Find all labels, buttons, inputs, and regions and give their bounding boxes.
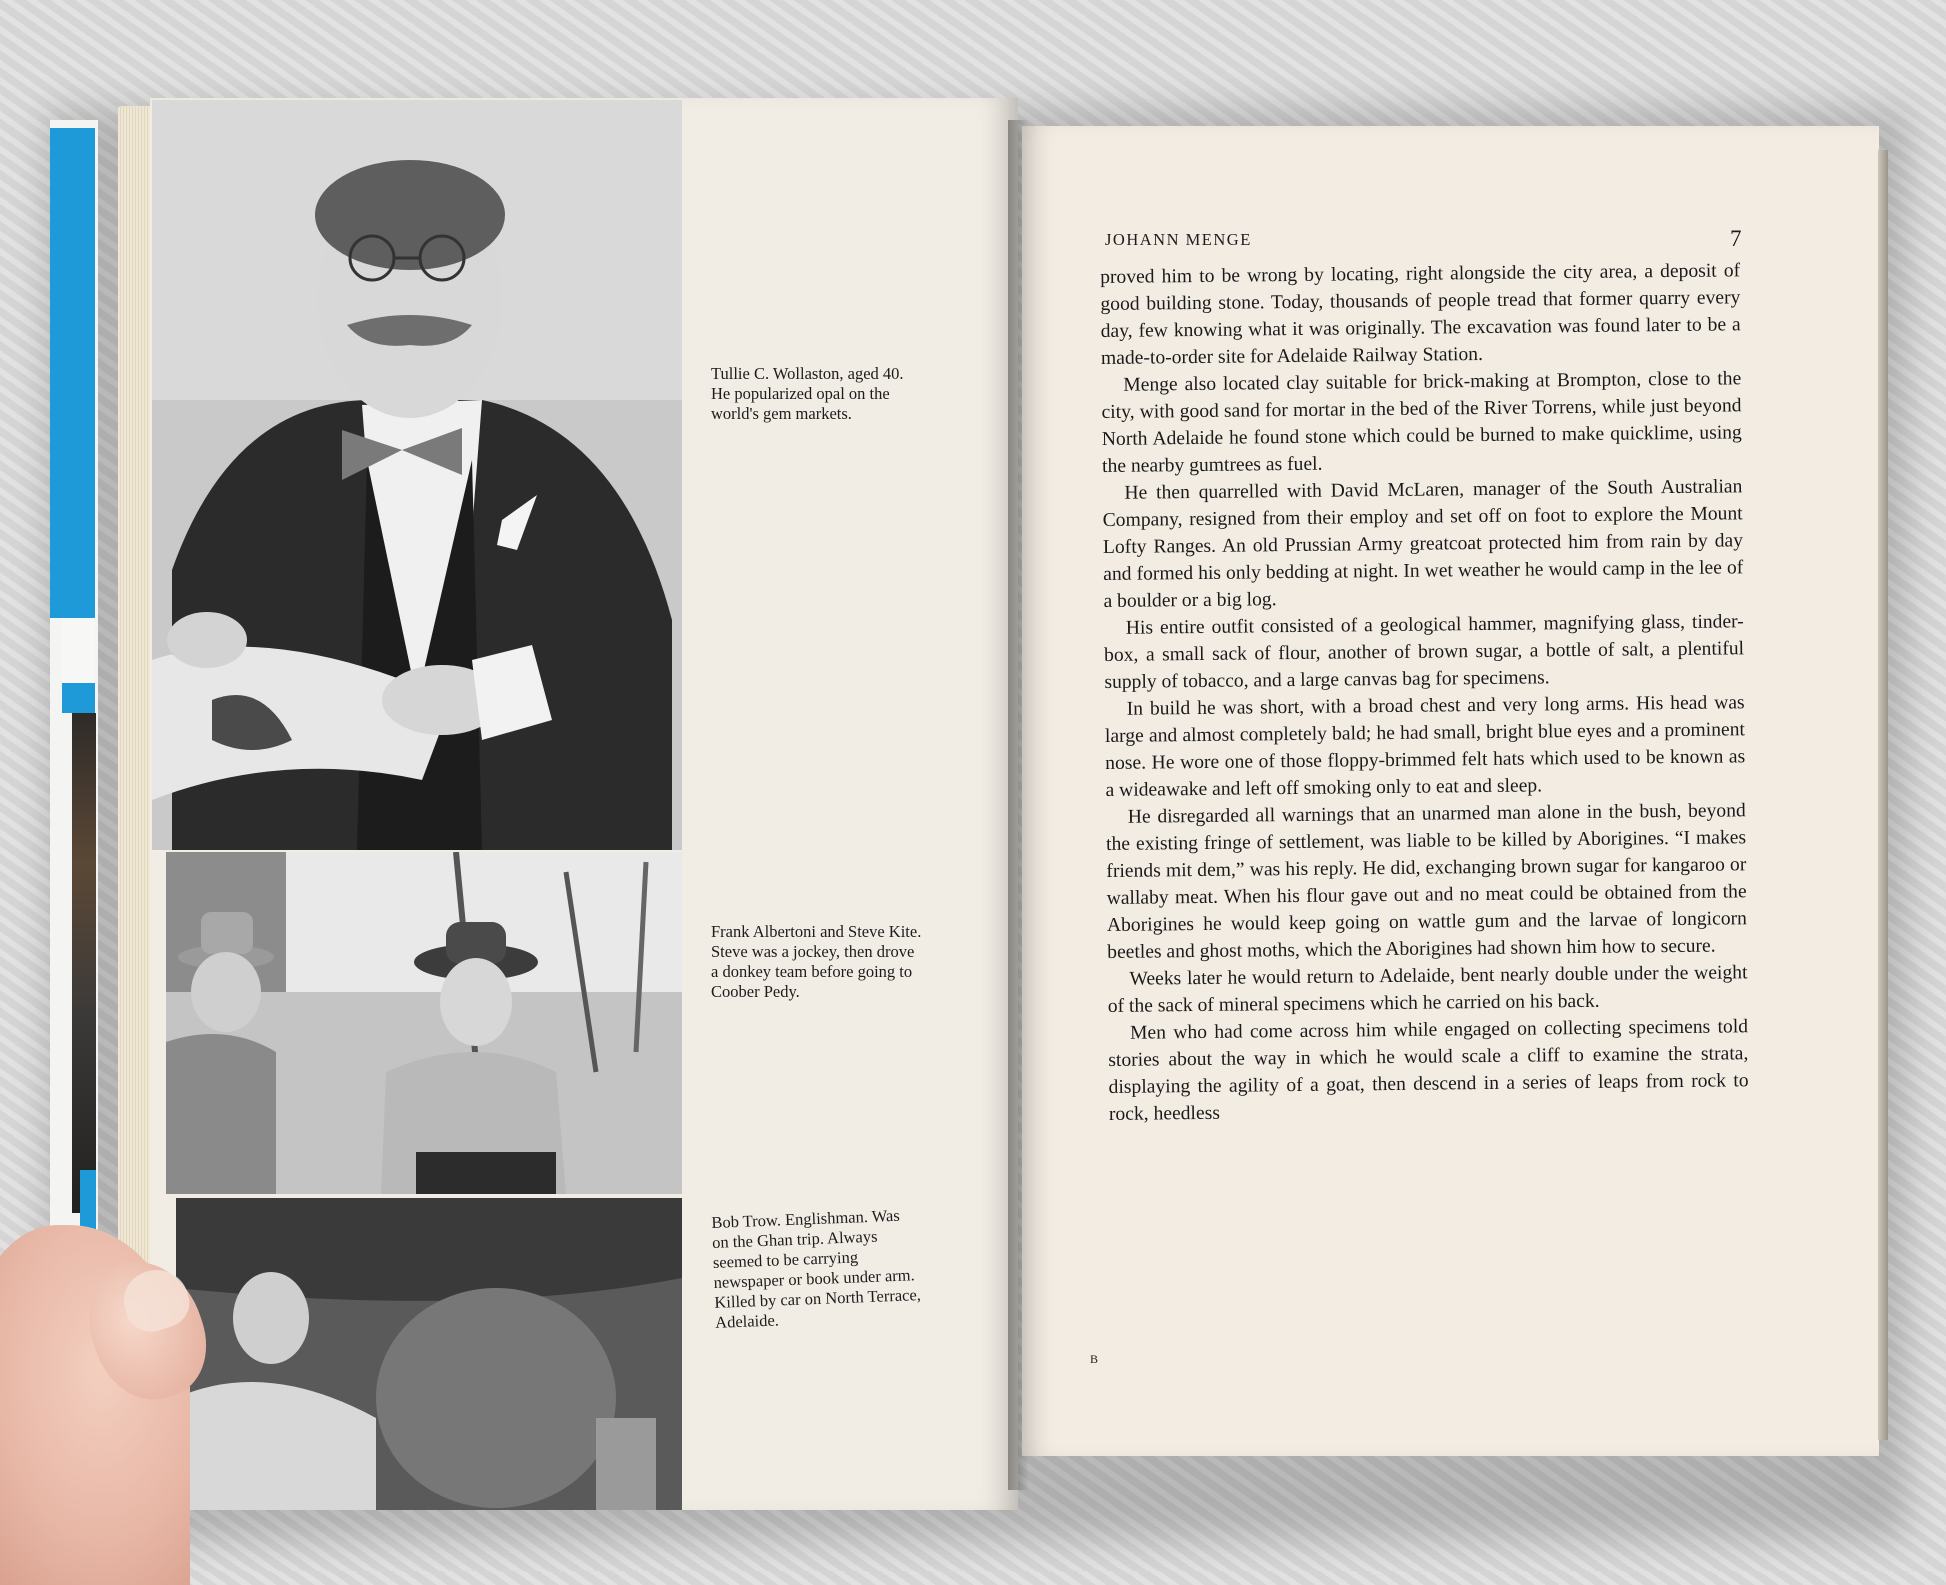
cover-artwork [72, 713, 96, 1213]
paragraph: Menge also located clay suitable for brick-making at Brompton, close to the city, with good sand for mortar in the bed of the River Torrens, while just beyond North Adelaide he found stone which could be burned to make quicklime, using the nearby gumtrees as fuel. [1101, 368, 1742, 477]
paragraph: He then quarrelled with David McLaren, manager of the South Australian Company, resigned from their employ and set off on foot to explore the Mount Lofty Ranges. An old Prussian Army greatcoat protected him from rain by day and formed his only bedding at night. In wet weather he would camp in the lee of a boulder or a big log. [1102, 476, 1744, 612]
photo-caption: Tullie C. Wollaston, aged 40. He popularized opal on the world's gem markets. [711, 364, 904, 423]
cover-stripe [50, 128, 95, 618]
paragraph: His entire outfit consisted of a geological hammer, magnifying glass, tinder-box, a small sack of flour, another of brown sugar, a bottle of salt, a plentiful supply of tobacco, and a large canvas bag for specimens. [1103, 611, 1745, 693]
portrait-illustration [152, 100, 682, 850]
cover-stripe [80, 1170, 96, 1230]
cover-stripe [62, 618, 95, 683]
paragraph: Weeks later he would return to Adelaide, bent nearly double under the weight of the sack of mineral specimens which he carried on his back. [1107, 962, 1748, 1017]
running-head: JOHANN MENGE [1105, 230, 1252, 249]
paragraph: proved him to be wrong by locating, right alongside the city area, a deposit of good building stone. Today, thousands of people tread that former quarry every day, few knowing what it was originally. The excavation was found later to be a made-to-order site for Adelaide Railway Station. [1100, 260, 1741, 369]
paragraph: In build he was short, with a broad chest and very long arms. His head was large and almost completely bald; he had small, bright blue eyes and a prominent nose. He wore one of those floppy-brimmed felt hats which used to be known as a wideawake and left off smoking only to eat and sleep. [1104, 692, 1746, 801]
portrait-photo-wollaston [152, 100, 682, 850]
photo-caption: Frank Albertoni and Steve Kite. Steve was a jockey, then drove a donkey team before going to Coober Pedy. [711, 922, 922, 1001]
paragraph: He disregarded all warnings that an unarmed man alone in the bush, beyond the existing fringe of settlement, was liable to be killed by Aborigines. “I makes friends mit dem,” was his reply. He did, exchanging brown sugar for kangaroo or wallaby meat. When his flour gave out and no meat could be obtained from the Aborigines he would keep going on wattle gum and the larvae of longicorn beetles and ghost moths, which the Aborigines had shown him how to secure. [1105, 800, 1748, 963]
body-text [1100, 257, 1749, 1128]
page-number: 7 [1730, 226, 1742, 251]
paragraph: Men who had come across him while engaged on collecting specimens told stories about the way in which he would scale a cliff to examine the strata, displaying the agility of a goat, then descend in a series of leaps from rock to rock, heedless [1108, 1016, 1749, 1125]
bob-trow-illustration [176, 1198, 682, 1510]
cover-stripe [62, 683, 95, 713]
photo-bob-trow [176, 1198, 682, 1510]
group-photo-illustration [166, 852, 682, 1194]
page-edges [1878, 150, 1888, 1440]
group-photo-albertoni-kite [166, 852, 682, 1194]
signature-mark: B [1090, 1352, 1099, 1366]
photo-caption: Bob Trow. Englishman. Was on the Ghan trip. Always seemed to be carrying newspaper or book under arm. Killed by car on North Terrace, Adelaide. [711, 1205, 922, 1332]
